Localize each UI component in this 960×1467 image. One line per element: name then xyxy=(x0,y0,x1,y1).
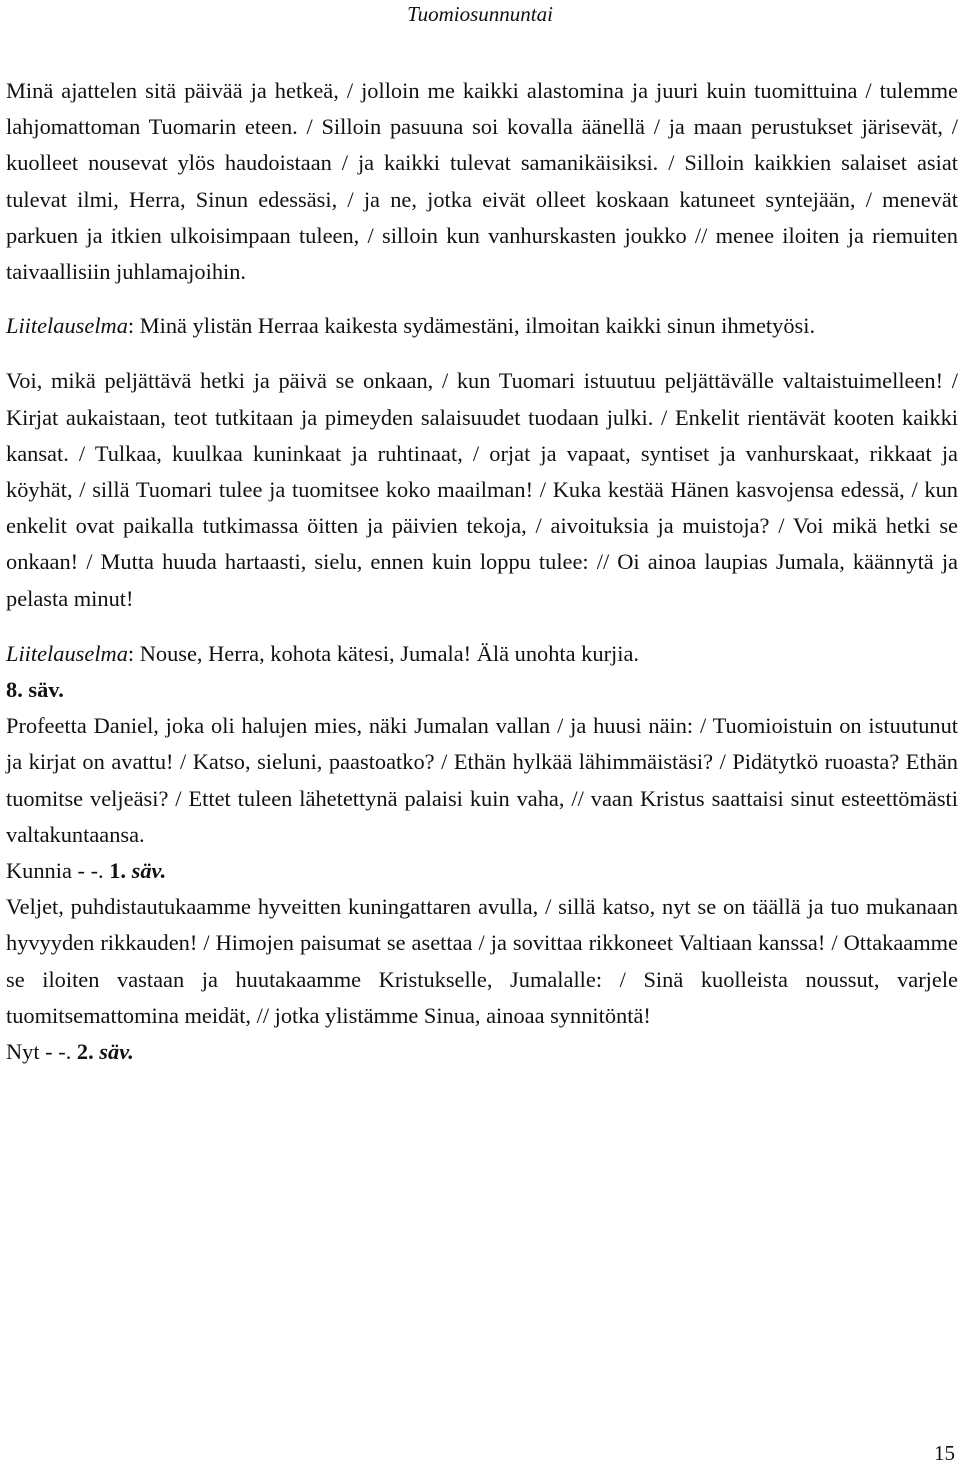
text-body xyxy=(6,73,958,1070)
verse-2 xyxy=(6,636,958,672)
glory-heading xyxy=(6,853,958,889)
running-header: Tuomiosunnuntai xyxy=(407,2,553,26)
now-heading xyxy=(6,1034,958,1070)
paragraph-stikhira-2: Voi, mikä peljättävä hetki ja päivä se onkaan, / kun Tuomari istuutuu peljättävälle valtaistuimelleen! / Kirjat aukaistaan, teot tutkitaan ja pimeyden salaisuudet tuodaan julki. / Enkelit rientävät kooten kaikki kansat. / Tulkaa, kuulkaa kuninkaat ja ruhtinaat, / orjat ja vapaat, syntiset ja vanhurskaat, rikkaat ja köyhät, / sillä Tuomari tulee ja tuomitsee koko maailman! / Kuka kestää Hänen kasvojensa edessä, / kun enkelit ovat paikalla tutkimassa öitten ja päivien tekoja, / aivoituksia ja muistoja? / Voi mikä hetki se onkaan! / Mutta huuda hartaasti, sielu, ennen kuin loppu tulee: // Oi ainoa laupias Jumala, käännytä ja pelasta minut! xyxy=(6,368,958,611)
paragraph-glory: Veljet, puhdistautukaamme hyveitten kuningattaren avulla, / sillä katso, nyt se on täällä ja tuo mukanaan hyvyyden rikkauden! / Himojen paisumat se asettaa / ja sovittaa rikkoneet Valtiaan kanssa! / Ottakaamme se iloiten vastaan ja huutakaamme Kristukselle, Jumalalle: / Sinä kuolleista noussut, varjele tuomitsemattomina meidät, // jotka ylistämme Sinua, ainoaa synnitöntä! xyxy=(6,894,958,1028)
tone-heading: 8. säv. xyxy=(6,677,64,703)
verse-label: Liitelauselma xyxy=(6,640,128,666)
page-number: 15 xyxy=(934,1441,955,1465)
verse-1 xyxy=(6,308,958,344)
glory-text: Kunnia - -. xyxy=(6,858,110,884)
tone-label: säv. xyxy=(93,1039,134,1065)
tone-number: 1. xyxy=(109,858,127,884)
tone-label: säv. xyxy=(126,858,167,884)
verse-text: : Nouse, Herra, kohota kätesi, Jumala! Älä unohta kurjia. xyxy=(127,640,640,666)
tone-number: 2. xyxy=(76,1039,94,1065)
now-text: Nyt - -. xyxy=(6,1039,77,1065)
verse-label: Liitelauselma xyxy=(6,313,128,339)
paragraph-stikhira-1: Minä ajattelen sitä päivää ja hetkeä, / jolloin me kaikki alastomina ja juuri kuin tuomittuina / tulemme lahjomattoman Tuomarin eteen. / Silloin pasuuna soi kovalla äänellä / ja maan perustukset järisevät, / kuolleet nousevat ylös haudoistaan / ja kaikki tulevat samanikäisiksi. / Silloin kaikkien salaiset asiat tulevat ilmi, Herra, Sinun edessäsi, / ja ne, jotka eivät olleet koskaan katuneet syntejään, / menevät parkuen ja itkien ulkoisimpaan tuleen, / silloin kun vanhurskasten joukko // menee iloiten ja riemuiten taivaallisiin juhlamajoihin. xyxy=(6,78,958,285)
verse-text: : Minä ylistän Herraa kaikesta sydämestäni, ilmoitan kaikki sinun ihmetyösi. xyxy=(127,313,816,339)
paragraph-stikhira-3: Profeetta Daniel, joka oli halujen mies, näki Jumalan vallan / ja huusi näin: / Tuomioistuin on istuutunut ja kirjat on avattu! / Katso, sieluni, paastoatko? / Ethän hylkää lähimmäistäsi? / Pidätytkö ruoasta? Ethän tuomitse veljeäsi? / Ettet tuleen lähetettynä palaisi kuin vaha, // vaan Kristus saattaisi sinut esteettömästi valtakuntaansa. xyxy=(6,713,958,847)
